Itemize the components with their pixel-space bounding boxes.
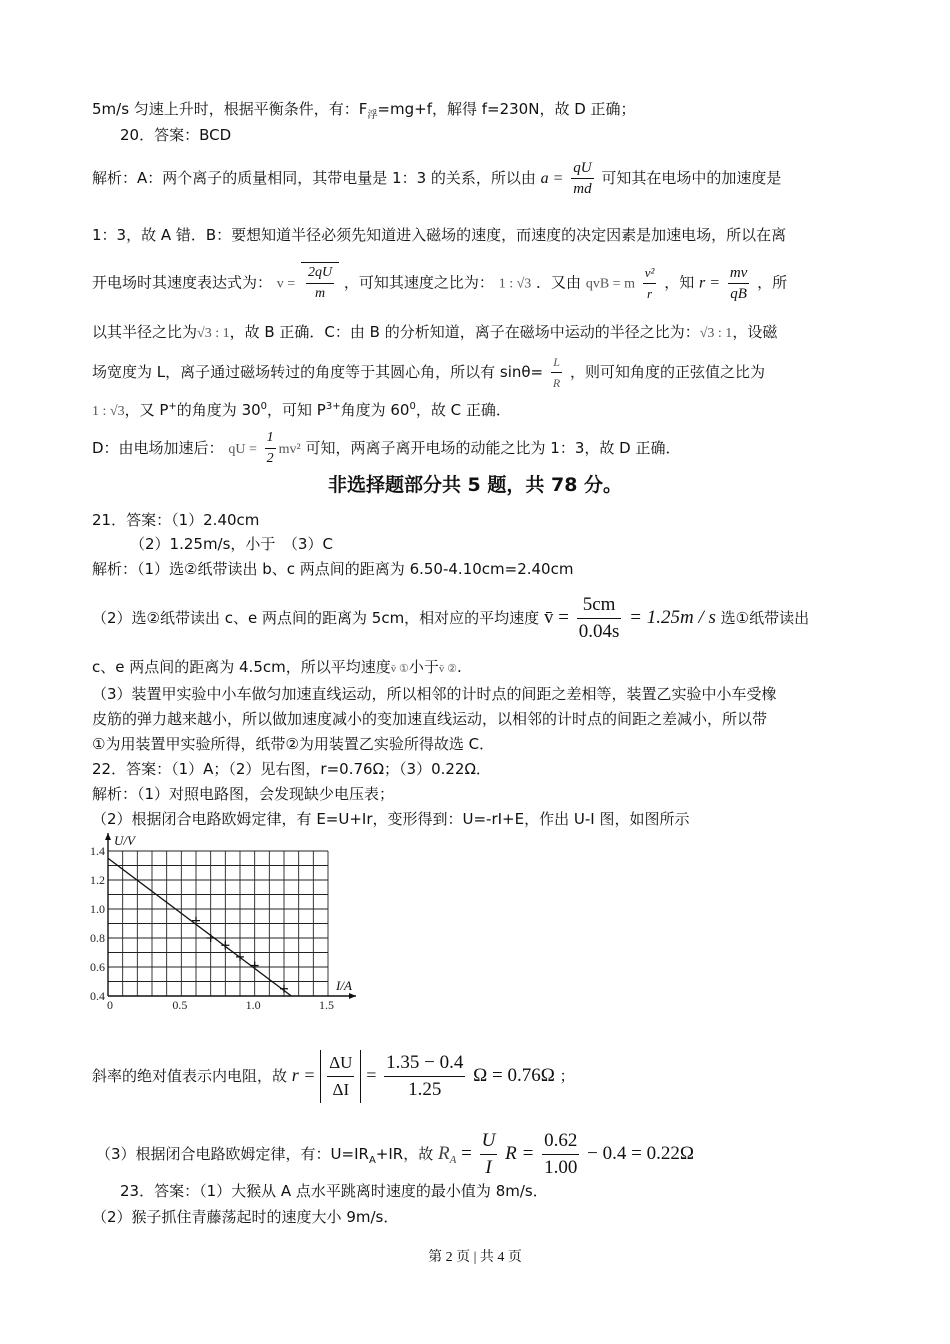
q23-answer-2: （2）猴子抓住青藤荡起时的速度大小 9m/s． (92, 1208, 399, 1226)
fit-line (108, 858, 291, 996)
data-point (280, 985, 288, 993)
y-tick-label: 0.8 (90, 931, 105, 945)
page-footer: 第 2 页 | 共 4 页 (428, 1250, 522, 1265)
text-line: 1：3，故 A 错．B：要想知道半径必须先知道进入磁场的速度，而速度的决定因素是加速电场，所以在离 (92, 226, 787, 244)
text-line: （2）根据闭合电路欧姆定律，有 E=U+Ir，变形得到：U=-rI+E，作出 U-I 图，如图所示 (92, 810, 690, 828)
fraction: $\frac{qU}{md}$ (573, 160, 592, 197)
y-tick-label: 0.4 (90, 989, 105, 1003)
section-title: 非选择题部分共 5 题，共 78 分。 (327, 474, 623, 496)
x-tick-label: 1.0 (245, 998, 261, 1012)
x-axis-arrow (349, 993, 356, 999)
y-tick-label: 0.6 (90, 960, 105, 974)
x-tick-label: 0.5 (172, 998, 188, 1012)
text-line: D：由电场加速后： qU = $\frac{1}{2}$ mv² 可知，两离子离开电场的动能之比为 1：3，故 D 正确． (92, 430, 681, 466)
x-axis-label: I/A (336, 978, 352, 993)
x-tick-label: 1.5 (319, 998, 334, 1012)
data-point (251, 962, 259, 970)
q20-answer: 20．答案：BCD (120, 126, 232, 144)
y-axis-arrow (105, 833, 111, 840)
y-tick-label: 1.2 (90, 873, 105, 887)
y-tick-label: 1.0 (90, 902, 105, 916)
text-line: c、e 两点间的距离为 4.5cm，所以平均速度v̄ ①小于v̄ ②. (92, 658, 462, 676)
text-line: ①为用装置甲实验所得，纸带②为用装置乙实验所得故选 C． (92, 735, 495, 753)
text-line: 以其半径之比为√3 : 1，故 B 正确．C：由 B 的分析知道，离子在磁场中运动的半径之比为：√3 : 1，设磁 (92, 323, 778, 341)
y-axis-label: U/V (114, 833, 135, 848)
text-line: 5m/s 匀速上升时，根据平衡条件，有：$F_浮=mg+f$，解得 f=230N，故 D 正确； (92, 100, 636, 121)
text-line: 1 : √3，又 P+的角度为 $30^0$，可知 $P^{3+}$角度为 $60^0$，故 C 正确． (92, 401, 511, 419)
text-line: 解析：（1）对照电路图，会发现缺少电压表； (92, 785, 395, 803)
ui-chart (86, 832, 376, 1022)
q22-answer: 22．答案：（1）A；（2）见右图，r=0.76Ω；（3）0.22Ω． (92, 760, 491, 778)
q23-answer: 23．答案：（1）大猴从 A 点水平跳离时速度的最小值为 8m/s． (120, 1182, 548, 1200)
text-line: （3）根据闭合电路欧姆定律，有：$U=IR_A+IR$，故 $R_A$ = $\frac{U}{I}$ R = $\frac{0.62}{1.00}$ − 0.4 = 0.22Ω (96, 1130, 694, 1178)
y-tick-label: 1.4 (90, 844, 105, 858)
text-line: 场宽度为 L，离子通过磁场转过的角度等于其圆心角，所以有 sinθ= $\frac{L}{R}$ ，则可知角度的正弦值之比为 (92, 352, 765, 393)
subscript: 浮 (367, 110, 378, 121)
x-tick-label: 0 (107, 998, 113, 1012)
text-line: （2）选②纸带读出 c、e 两点间的距离为 5cm，相对应的平均速度 v̄ = $\frac{5cm}{0.04s}$ = 1.25m / s 选①纸带读出 (92, 594, 810, 642)
q21-answer: 21．答案：（1）2.40cm (92, 511, 260, 529)
text-line: （3）装置甲实验中小车做匀加速直线运动，所以相邻的计时点的间距之差相等，装置乙实验中小车受橡 (92, 685, 777, 703)
text-line: 解析：（1）选②纸带读出 b、c 两点间的距离为 6.50-4.10cm=2.40cm (92, 560, 574, 578)
q21-answer-2: （2）1.25m/s，小于 （3）C (130, 535, 333, 553)
data-point (207, 934, 215, 942)
text-line: 皮筋的弹力越来越小，所以做加速度减小的变加速直线运动，以相邻的计时点的间距之差减小，所以带 (92, 710, 768, 728)
text-line: 解析：A：两个离子的质量相同，其带电量是 1：3 的关系，所以由 a = $\frac{qU}{md}$ 可知其在电场中的加速度是 (92, 160, 782, 197)
text-line: 开电场时其速度表达式为： v = $\frac{2qU}{m}$ ，可知其速度之比为： 1 : √3 ．又由 qvB = m $\frac{\text{v²}}{r}$ ，知 r = $\frac{mv}{qB}$ ，所 (92, 262, 787, 304)
text-line: 斜率的绝对值表示内电阻，故 r = $\frac{\Delta U}{\Delta I}$ = $\frac{1.35 - 0.4}{1.25}$ Ω = 0.76Ω ； (92, 1050, 575, 1103)
